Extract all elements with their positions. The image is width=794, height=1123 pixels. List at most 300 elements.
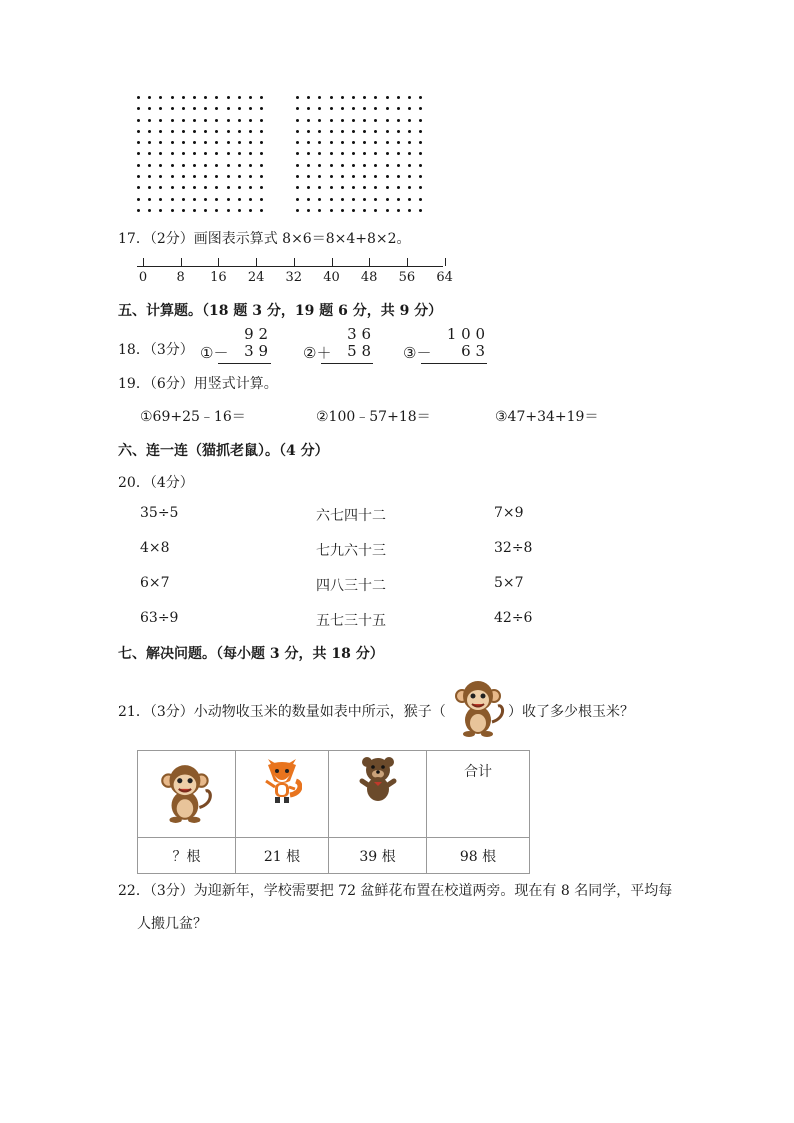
grid-dot xyxy=(182,198,185,201)
grid-dot xyxy=(238,152,241,155)
number-line-tick xyxy=(143,258,144,266)
grid-dot xyxy=(296,119,299,122)
grid-dot xyxy=(341,141,344,144)
grid-dot xyxy=(341,186,344,189)
q18-2-bottom: 5 8 xyxy=(347,342,371,360)
grid-dot xyxy=(408,164,411,167)
grid-dot xyxy=(307,141,310,144)
grid-dot xyxy=(352,130,355,133)
grid-dot xyxy=(419,141,422,144)
grid-dot xyxy=(330,152,333,155)
grid-dot xyxy=(249,152,252,155)
grid-dot xyxy=(215,119,218,122)
grid-dot xyxy=(307,186,310,189)
grid-dot xyxy=(249,96,252,99)
grid-dot xyxy=(307,175,310,178)
grid-dot xyxy=(227,164,230,167)
grid-dot xyxy=(341,175,344,178)
q20-middle-2: 七九六十三 xyxy=(316,543,386,559)
table-value-monkey: ？根 xyxy=(138,838,236,874)
grid-dot xyxy=(238,209,241,212)
grid-dot xyxy=(374,96,377,99)
number-line-tick xyxy=(445,258,446,266)
grid-dot xyxy=(341,164,344,167)
grid-dot xyxy=(341,209,344,212)
q17-text: 17．（2分）画图表示算式 8×6＝8×4+8×2。 xyxy=(118,231,411,247)
grid-dot xyxy=(352,198,355,201)
grid-dot xyxy=(171,119,174,122)
q18-2-top: 3 6 xyxy=(347,325,371,343)
grid-dot xyxy=(159,198,162,201)
grid-dot xyxy=(408,130,411,133)
q18-2-op: ＋ xyxy=(316,344,332,362)
grid-dot xyxy=(215,130,218,133)
grid-dot xyxy=(374,186,377,189)
grid-dot xyxy=(171,141,174,144)
grid-dot xyxy=(330,209,333,212)
grid-dot xyxy=(307,119,310,122)
q18-1-bottom: 3 9 xyxy=(244,342,268,360)
grid-dot xyxy=(408,141,411,144)
number-line-axis xyxy=(137,266,443,267)
grid-dot xyxy=(204,119,207,122)
grid-dot xyxy=(363,130,366,133)
q18-3-top: 1 0 0 xyxy=(446,325,485,343)
grid-dot xyxy=(386,152,389,155)
grid-dot xyxy=(137,141,140,144)
grid-dot xyxy=(182,209,185,212)
q18-1-op: － xyxy=(213,344,229,362)
grid-dot xyxy=(193,198,196,201)
number-line-tick xyxy=(407,258,408,266)
q18-3-mark: ③ xyxy=(403,344,417,362)
grid-dot xyxy=(341,96,344,99)
number-line-label: 32 xyxy=(285,270,303,285)
grid-dot xyxy=(227,130,230,133)
grid-dot xyxy=(419,164,422,167)
grid-dot xyxy=(260,96,263,99)
table-cell-bear xyxy=(329,751,427,838)
grid-dot xyxy=(159,152,162,155)
grid-dot xyxy=(260,130,263,133)
q20-left-2: 4×8 xyxy=(140,540,170,556)
grid-dot xyxy=(148,175,151,178)
grid-dot xyxy=(352,119,355,122)
grid-dot xyxy=(171,96,174,99)
grid-dot xyxy=(159,186,162,189)
grid-dot xyxy=(137,152,140,155)
grid-dot xyxy=(330,96,333,99)
grid-dot xyxy=(318,164,321,167)
number-line-label: 8 xyxy=(176,270,185,285)
grid-dot xyxy=(148,164,151,167)
grid-dot xyxy=(238,175,241,178)
grid-dot xyxy=(148,186,151,189)
grid-dot xyxy=(386,186,389,189)
grid-dot xyxy=(296,164,299,167)
grid-dot xyxy=(386,141,389,144)
grid-dot xyxy=(249,164,252,167)
grid-dot xyxy=(352,164,355,167)
grid-dot xyxy=(330,141,333,144)
grid-dot xyxy=(249,209,252,212)
grid-dot xyxy=(419,130,422,133)
grid-dot xyxy=(352,107,355,110)
grid-dot xyxy=(408,175,411,178)
grid-dot xyxy=(296,130,299,133)
grid-dot xyxy=(215,198,218,201)
grid-dot xyxy=(318,130,321,133)
grid-dot xyxy=(419,152,422,155)
grid-dot xyxy=(137,130,140,133)
grid-dot xyxy=(352,141,355,144)
grid-dot xyxy=(148,119,151,122)
grid-dot xyxy=(318,209,321,212)
grid-dot xyxy=(171,130,174,133)
grid-dot xyxy=(363,186,366,189)
grid-dot xyxy=(159,209,162,212)
grid-dot xyxy=(204,152,207,155)
grid-dot xyxy=(374,209,377,212)
table-value-total: 98 根 xyxy=(427,838,530,874)
grid-dot xyxy=(352,186,355,189)
grid-dot xyxy=(352,209,355,212)
grid-dot xyxy=(148,107,151,110)
monkey-icon xyxy=(159,760,215,824)
grid-dot xyxy=(260,209,263,212)
grid-dot xyxy=(363,107,366,110)
grid-dot xyxy=(260,141,263,144)
grid-dot xyxy=(137,96,140,99)
q18-problem-2 xyxy=(303,325,373,362)
grid-dot xyxy=(159,119,162,122)
number-line-label: 24 xyxy=(247,270,265,285)
grid-dot xyxy=(363,198,366,201)
grid-dot xyxy=(204,209,207,212)
grid-dot xyxy=(419,175,422,178)
grid-dot xyxy=(171,209,174,212)
grid-dot xyxy=(148,209,151,212)
grid-dot xyxy=(363,152,366,155)
grid-dot xyxy=(419,209,422,212)
grid-dot xyxy=(193,130,196,133)
grid-dot xyxy=(419,96,422,99)
grid-dot xyxy=(137,175,140,178)
q18-1-mark: ① xyxy=(200,344,214,362)
q20-middle-4: 五七三十五 xyxy=(316,613,386,629)
dot-grid-left xyxy=(137,96,271,220)
grid-dot xyxy=(307,96,310,99)
grid-dot xyxy=(249,119,252,122)
grid-dot xyxy=(374,130,377,133)
grid-dot xyxy=(330,198,333,201)
grid-dot xyxy=(148,141,151,144)
q20-right-1: 7×9 xyxy=(494,505,524,521)
grid-dot xyxy=(227,119,230,122)
grid-dot xyxy=(159,96,162,99)
q18-3-underline xyxy=(421,363,487,364)
grid-dot xyxy=(296,141,299,144)
grid-dot xyxy=(182,119,185,122)
grid-dot xyxy=(363,175,366,178)
grid-dot xyxy=(341,198,344,201)
grid-dot xyxy=(159,107,162,110)
grid-dot xyxy=(193,175,196,178)
grid-dot xyxy=(137,198,140,201)
grid-dot xyxy=(397,209,400,212)
monkey-icon xyxy=(454,676,506,738)
grid-dot xyxy=(352,152,355,155)
q20-text: 20．（4分） xyxy=(118,475,194,491)
number-line-tick xyxy=(218,258,219,266)
section-5-title: 五、计算题。（18 题 3 分，19 题 6 分，共 9 分） xyxy=(118,303,443,319)
grid-dot xyxy=(204,107,207,110)
grid-dot xyxy=(363,141,366,144)
grid-dot xyxy=(397,107,400,110)
q20-middle-3: 四八三十二 xyxy=(316,578,386,594)
number-line-label: 0 xyxy=(138,270,148,285)
grid-dot xyxy=(193,141,196,144)
number-line-label: 16 xyxy=(210,270,227,285)
grid-dot xyxy=(182,107,185,110)
grid-dot xyxy=(408,96,411,99)
grid-dot xyxy=(374,107,377,110)
q18-2-underline xyxy=(321,363,373,364)
q19-item-1: ①69+25﹣16＝ xyxy=(140,409,246,425)
q19-item-2: ②100﹣57+18＝ xyxy=(316,409,431,425)
grid-dot xyxy=(408,186,411,189)
number-line-label: 56 xyxy=(398,270,416,285)
grid-dot xyxy=(352,175,355,178)
grid-dot xyxy=(318,198,321,201)
grid-dot xyxy=(318,119,321,122)
grid-dot xyxy=(341,152,344,155)
grid-dot xyxy=(159,164,162,167)
q20-left-3: 6×7 xyxy=(140,575,170,591)
grid-dot xyxy=(137,107,140,110)
number-line-label: 64 xyxy=(436,270,453,285)
q18-problem-1 xyxy=(200,325,270,362)
grid-dot xyxy=(330,130,333,133)
grid-dot xyxy=(397,119,400,122)
grid-dot xyxy=(159,130,162,133)
grid-dot xyxy=(260,152,263,155)
q19-text: 19．（6分）用竖式计算。 xyxy=(118,376,278,392)
grid-dot xyxy=(408,119,411,122)
grid-dot xyxy=(318,186,321,189)
grid-dot xyxy=(397,96,400,99)
grid-dot xyxy=(386,130,389,133)
grid-dot xyxy=(408,209,411,212)
grid-dot xyxy=(318,175,321,178)
grid-dot xyxy=(318,141,321,144)
q18-2-mark: ② xyxy=(303,344,317,362)
number-line-tick xyxy=(294,258,295,266)
grid-dot xyxy=(419,119,422,122)
q20-right-2: 32÷8 xyxy=(494,540,533,556)
grid-dot xyxy=(419,107,422,110)
fox-icon xyxy=(262,755,302,807)
grid-dot xyxy=(419,198,422,201)
grid-dot xyxy=(171,198,174,201)
grid-dot xyxy=(204,175,207,178)
q18-1-underline xyxy=(218,363,271,364)
grid-dot xyxy=(419,186,422,189)
grid-dot xyxy=(204,96,207,99)
grid-dot xyxy=(227,152,230,155)
grid-dot xyxy=(137,164,140,167)
grid-dot xyxy=(159,175,162,178)
grid-dot xyxy=(204,164,207,167)
grid-dot xyxy=(307,107,310,110)
grid-dot xyxy=(171,152,174,155)
grid-dot xyxy=(238,119,241,122)
grid-dot xyxy=(182,130,185,133)
grid-dot xyxy=(227,209,230,212)
grid-dot xyxy=(318,96,321,99)
grid-dot xyxy=(363,209,366,212)
grid-dot xyxy=(249,198,252,201)
grid-dot xyxy=(386,119,389,122)
grid-dot xyxy=(238,186,241,189)
grid-dot xyxy=(193,96,196,99)
q20-left-4: 63÷9 xyxy=(140,610,179,626)
grid-dot xyxy=(215,164,218,167)
grid-dot xyxy=(193,152,196,155)
table-cell-monkey xyxy=(138,751,236,838)
grid-dot xyxy=(148,96,151,99)
grid-dot xyxy=(238,164,241,167)
grid-dot xyxy=(182,175,185,178)
grid-dot xyxy=(330,119,333,122)
grid-dot xyxy=(193,119,196,122)
grid-dot xyxy=(330,175,333,178)
grid-dot xyxy=(227,141,230,144)
grid-dot xyxy=(374,141,377,144)
grid-dot xyxy=(374,175,377,178)
grid-dot xyxy=(171,175,174,178)
grid-dot xyxy=(386,175,389,178)
grid-dot xyxy=(408,198,411,201)
q18-problem-3 xyxy=(403,325,487,362)
grid-dot xyxy=(249,107,252,110)
q19-item-3: ③47+34+19＝ xyxy=(495,409,599,425)
section-7-title: 七、解决问题。（每小题 3 分，共 18 分） xyxy=(118,646,384,662)
grid-dot xyxy=(137,119,140,122)
bear-icon xyxy=(358,755,398,803)
q20-right-3: 5×7 xyxy=(494,575,524,591)
grid-dot xyxy=(238,96,241,99)
number-line-tick xyxy=(369,258,370,266)
q22-line-2: 人搬几盆？ xyxy=(137,916,207,932)
grid-dot xyxy=(260,119,263,122)
number-line xyxy=(137,258,453,288)
grid-dot xyxy=(296,209,299,212)
grid-dot xyxy=(182,164,185,167)
q21-text-before: 21．（3分）小动物收玉米的数量如表中所示，猴子（ xyxy=(118,704,446,720)
grid-dot xyxy=(204,130,207,133)
grid-dot xyxy=(249,175,252,178)
grid-dot xyxy=(397,130,400,133)
grid-dot xyxy=(296,198,299,201)
dot-grid-right xyxy=(296,96,430,220)
q21-text-after: ）收了多少根玉米？ xyxy=(508,704,634,720)
grid-dot xyxy=(307,209,310,212)
grid-dot xyxy=(238,107,241,110)
grid-dot xyxy=(171,164,174,167)
number-line-label: 48 xyxy=(360,270,378,285)
grid-dot xyxy=(260,198,263,201)
grid-dot xyxy=(397,175,400,178)
grid-dot xyxy=(374,198,377,201)
grid-dot xyxy=(330,107,333,110)
grid-dot xyxy=(238,130,241,133)
grid-dot xyxy=(193,186,196,189)
grid-dot xyxy=(215,175,218,178)
grid-dot xyxy=(227,107,230,110)
grid-dot xyxy=(408,107,411,110)
grid-dot xyxy=(204,141,207,144)
grid-dot xyxy=(249,141,252,144)
grid-dot xyxy=(397,152,400,155)
grid-dot xyxy=(193,107,196,110)
grid-dot xyxy=(363,164,366,167)
grid-dot xyxy=(363,119,366,122)
grid-dot xyxy=(148,152,151,155)
grid-dot xyxy=(307,198,310,201)
grid-dot xyxy=(260,107,263,110)
grid-dot xyxy=(386,164,389,167)
grid-dot xyxy=(397,198,400,201)
grid-dot xyxy=(227,175,230,178)
number-line-tick xyxy=(332,258,333,266)
grid-dot xyxy=(238,141,241,144)
grid-dot xyxy=(227,198,230,201)
grid-dot xyxy=(296,107,299,110)
grid-dot xyxy=(215,152,218,155)
q18-3-op: － xyxy=(416,344,432,362)
table-cell-fox xyxy=(236,751,329,838)
grid-dot xyxy=(341,119,344,122)
grid-dot xyxy=(374,152,377,155)
grid-dot xyxy=(137,186,140,189)
grid-dot xyxy=(296,186,299,189)
grid-dot xyxy=(296,175,299,178)
grid-dot xyxy=(193,209,196,212)
grid-dot xyxy=(307,164,310,167)
grid-dot xyxy=(182,141,185,144)
grid-dot xyxy=(260,175,263,178)
q18-prefix: 18．（3分） xyxy=(118,342,194,358)
grid-dot xyxy=(397,141,400,144)
q18-3-bottom: 6 3 xyxy=(461,342,485,360)
grid-dot xyxy=(318,107,321,110)
grid-dot xyxy=(204,186,207,189)
grid-dot xyxy=(171,107,174,110)
section-6-title: 六、连一连（猫抓老鼠）。（4 分） xyxy=(118,443,329,459)
grid-dot xyxy=(204,198,207,201)
grid-dot xyxy=(159,141,162,144)
corn-table xyxy=(137,750,530,874)
grid-dot xyxy=(182,96,185,99)
grid-dot xyxy=(215,96,218,99)
grid-dot xyxy=(330,164,333,167)
q22-line-1: 22．（3分）为迎新年，学校需要把 72 盆鲜花布置在校道两旁。现在有 8 名同学，平均每 xyxy=(118,883,673,899)
grid-dot xyxy=(397,186,400,189)
q20-middle-1: 六七四十二 xyxy=(316,508,386,524)
grid-dot xyxy=(249,130,252,133)
grid-dot xyxy=(148,198,151,201)
